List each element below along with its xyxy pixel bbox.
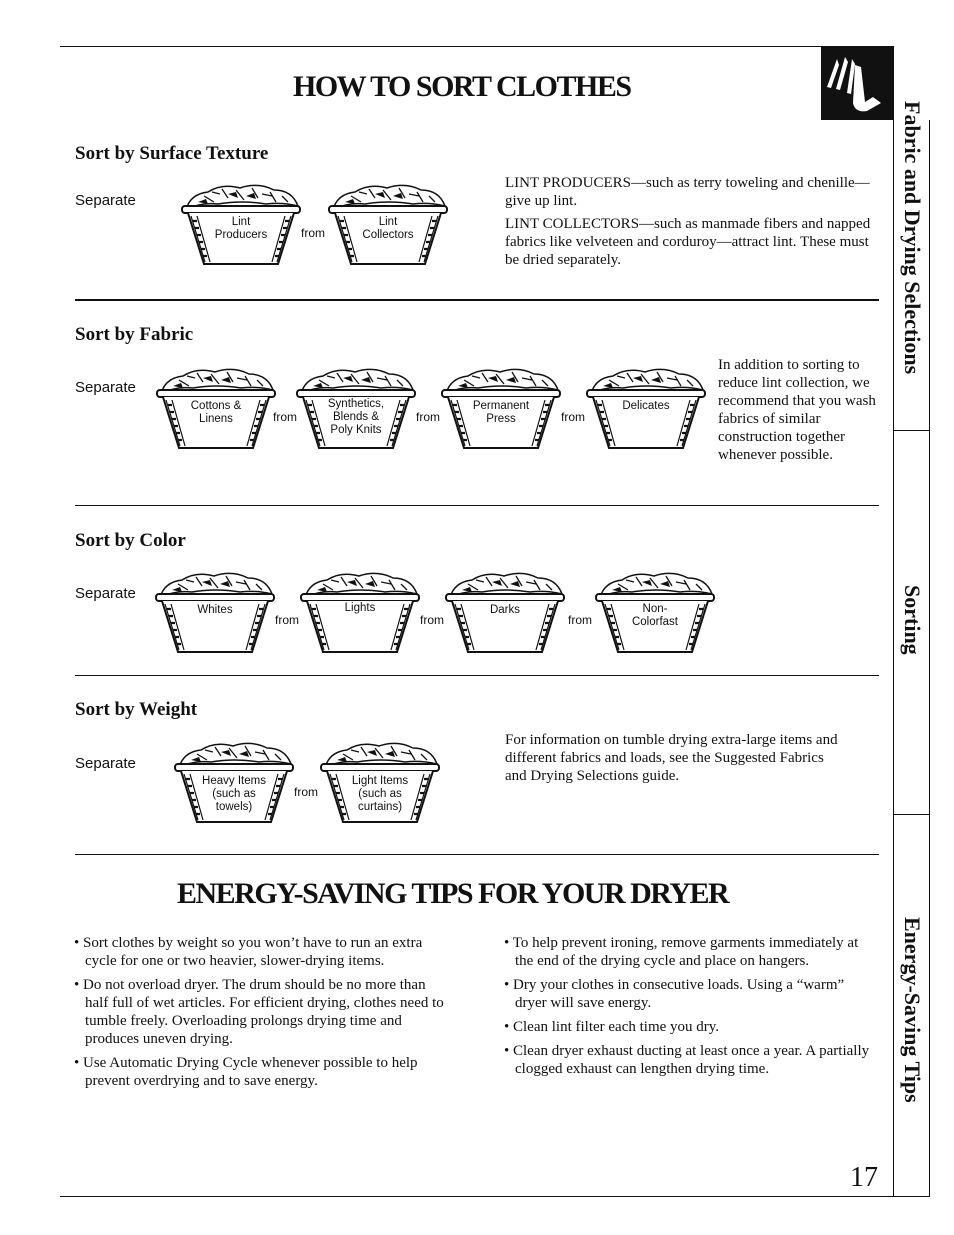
separate-label: Separate xyxy=(75,192,136,209)
energy-title: ENERGY-SAVING TIPS FOR YOUR DRYER xyxy=(177,877,729,910)
texture-description xyxy=(505,174,880,274)
tab-label: Energy-Saving Tips xyxy=(900,917,925,1103)
separate-label: Separate xyxy=(75,585,136,602)
basket-label: Delicates xyxy=(622,400,670,412)
basket-label: Permanent Press xyxy=(472,400,530,425)
from-label: from xyxy=(275,613,299,627)
laundry-basket-icon xyxy=(592,568,718,658)
from-label: from xyxy=(568,613,592,627)
section-divider xyxy=(75,854,879,855)
sidebar-tab-divider-1 xyxy=(894,430,930,431)
bottom-rule xyxy=(60,1196,930,1197)
pointing-hand-icon xyxy=(821,47,893,120)
laundry-basket-icon xyxy=(442,568,568,658)
basket-label: Non- Colorfast xyxy=(631,603,679,628)
tips-right-column xyxy=(504,934,876,1084)
tab-label: Sorting xyxy=(900,585,925,655)
laundry-basket-icon xyxy=(153,364,279,454)
from-label: from xyxy=(420,613,444,627)
separate-label: Separate xyxy=(75,755,136,772)
laundry-basket-icon xyxy=(297,568,423,658)
basket-label: Synthetics, Blends & Poly Knits xyxy=(327,398,385,436)
basket-label: Lint Producers xyxy=(214,216,268,241)
section-divider xyxy=(75,675,879,676)
laundry-basket-icon xyxy=(317,738,443,828)
tip-item: • Use Automatic Drying Cycle whenever possible to help prevent overdrying and to save energy. xyxy=(74,1055,418,1089)
laundry-basket-icon xyxy=(583,364,709,454)
section-heading-weight: Sort by Weight xyxy=(75,699,198,720)
tab-label: Fabric and Drying Selections xyxy=(900,101,925,375)
from-label: from xyxy=(416,410,440,424)
section-divider xyxy=(75,505,879,506)
separate-label: Separate xyxy=(75,379,136,396)
tab-fabric-and-drying-selections[interactable] xyxy=(894,52,930,424)
basket-label: Whites xyxy=(197,604,233,616)
laundry-basket-icon xyxy=(325,180,451,270)
basket-label: Light Items (such as curtains) xyxy=(351,775,409,813)
page-number: 17 xyxy=(850,1162,878,1193)
laundry-basket-icon xyxy=(152,568,278,658)
fabric-note: In addition to sorting to reduce lint collection, we recommend that you wash fabrics of similar construction together whenever possible. xyxy=(718,357,876,463)
basket-label: Cottons & Linens xyxy=(190,400,242,425)
basket-label: Darks xyxy=(489,604,521,616)
laundry-basket-icon xyxy=(178,180,304,270)
tip-item: • Clean dryer exhaust ducting at least once a year. A partially clogged exhaust can lengthen drying time. xyxy=(504,1043,870,1077)
from-label: from xyxy=(301,226,325,240)
sidebar-tab-divider-2 xyxy=(894,814,930,815)
tip-item: • To help prevent ironing, remove garments immediately at the end of the drying cycle and place on hangers. xyxy=(504,935,859,969)
laundry-basket-icon xyxy=(293,364,419,454)
basket-label: Lint Collectors xyxy=(362,216,414,241)
section-heading-color: Sort by Color xyxy=(75,530,186,551)
from-label: from xyxy=(561,410,585,424)
tip-item: • Do not overload dryer. The drum should be no more than half full of wet articles. For efficient drying, clothes need to tumble freely. Overloading prolongs drying time and produces uneven drying. xyxy=(74,977,444,1047)
section-heading-texture: Sort by Surface Texture xyxy=(75,143,269,164)
tab-sorting[interactable] xyxy=(894,560,930,680)
from-label: from xyxy=(294,785,318,799)
from-label: from xyxy=(273,410,297,424)
basket-label: Heavy Items (such as towels) xyxy=(202,775,266,813)
top-rule xyxy=(60,46,893,47)
tip-item: • Clean lint filter each time you dry. xyxy=(504,1019,720,1035)
tip-item: • Sort clothes by weight so you won’t have to run an extra cycle for one or two heavier, slower-drying items. xyxy=(74,935,423,969)
weight-note: For information on tumble drying extra-large items and different fabrics and loads, see the Suggested Fabrics and Drying Selections guide. xyxy=(505,732,838,784)
section-divider xyxy=(75,299,879,301)
tips-left-column xyxy=(74,934,449,1096)
lint-collectors-text: LINT COLLECTORS—such as manmade fibers and napped fabrics like velveteen and corduroy—attract lint. These must be dried separately. xyxy=(505,216,871,268)
lint-producers-text: LINT PRODUCERS—such as terry toweling and chenille—give up lint. xyxy=(505,175,870,209)
page-title: HOW TO SORT CLOTHES xyxy=(293,70,631,103)
tab-energy-saving-tips[interactable] xyxy=(894,880,930,1140)
section-heading-fabric: Sort by Fabric xyxy=(75,324,194,345)
basket-label: Lights xyxy=(344,602,376,614)
tip-item: • Dry your clothes in consecutive loads. Using a “warm” dryer will save energy. xyxy=(504,977,845,1011)
laundry-basket-icon xyxy=(438,364,564,454)
laundry-basket-icon xyxy=(171,738,297,828)
